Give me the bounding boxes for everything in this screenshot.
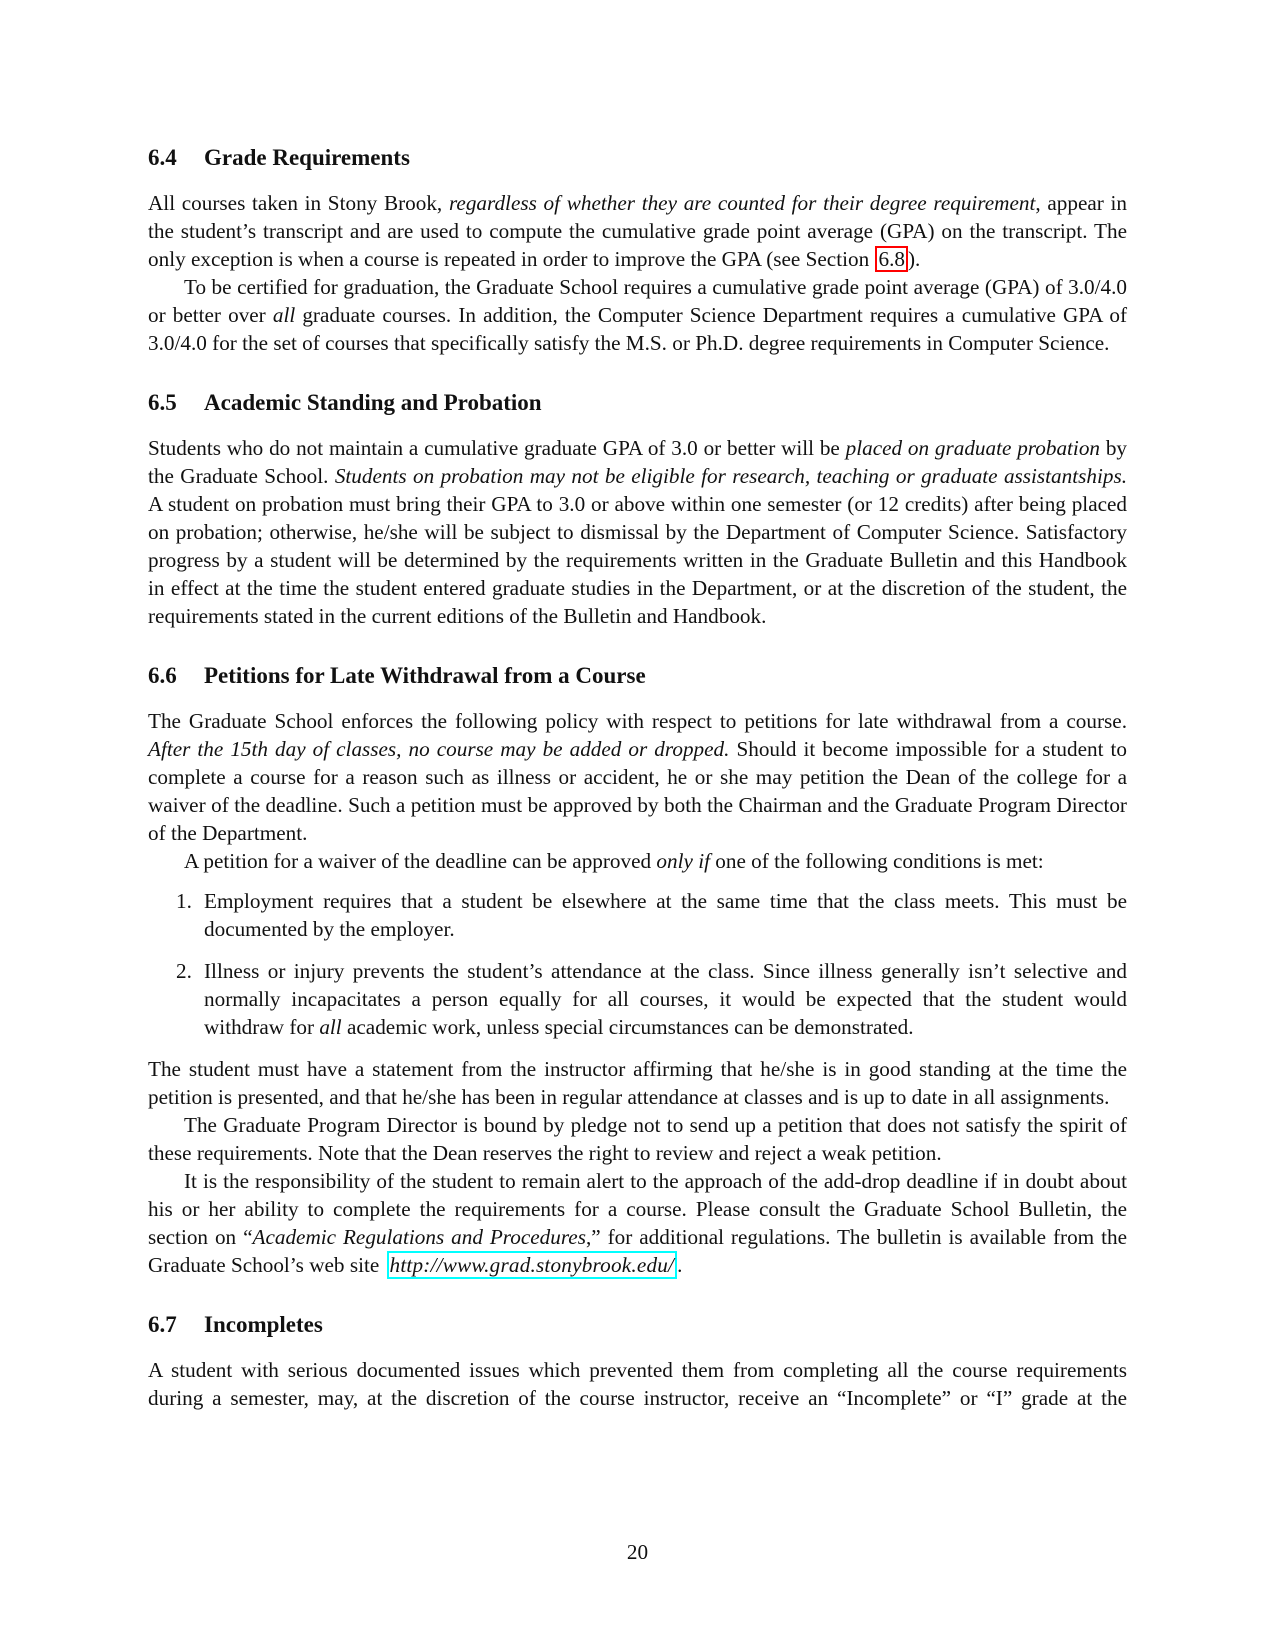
emphasis-text: all: [272, 303, 296, 327]
text-run: academic work, unless special circumstances can be demonstrated.: [341, 1015, 914, 1039]
section-6-4: [148, 140, 1127, 357]
text-run: It is the responsibility of the student to remain alert to the approach of the add-drop deadline if in doubt about his or her ability to complete the requirements for a course. Please consult the Graduate School Bulletin, the section on “: [148, 1169, 1127, 1249]
text-run: Employment requires that a student be elsewhere at the same time that the class meets. This must be documented by the employer.: [204, 889, 1127, 941]
emphasis-text: only if: [656, 849, 710, 873]
section-title: Academic Standing and Probation: [204, 390, 542, 415]
section-number: 6.7: [148, 1312, 177, 1337]
text-run: graduate courses. In addition, the Computer Science Department requires a cumulative GPA of 3.0/4.0 for the set of courses that specifically satisfy the M.S. or Ph.D. degree requirements in Computer Science.: [148, 303, 1127, 355]
text-run: The Graduate School enforces the following policy with respect to petitions for late withdrawal from a course.: [148, 709, 1127, 733]
section-number: 6.6: [148, 663, 177, 688]
text-run: Should it become impossible for a student to complete a course for a reason such as illness or accident, he or she may petition the Dean of the college for a waiver of the deadline. Such a petition must be approved by both the Chairman and the Graduate Program Director of the Department.: [148, 737, 1127, 845]
section-title: Grade Requirements: [204, 145, 410, 170]
emphasis-text: Academic Regulations and Procedures: [252, 1225, 586, 1249]
paragraph: [148, 707, 1127, 847]
section-title: Petitions for Late Withdrawal from a Course: [204, 663, 646, 688]
graduate-school-url-link[interactable]: http://www.grad.stonybrook.edu/: [387, 1251, 678, 1279]
text-run: Students who do not maintain a cumulative graduate GPA of 3.0 or better will be: [148, 436, 846, 460]
emphasis-text: After the 15th day of classes, no course may be added or dropped.: [148, 737, 730, 761]
paragraph: [148, 1055, 1127, 1111]
text-run: ).: [907, 247, 921, 271]
text-run: To be certified for graduation, the Graduate School requires a cumulative grade point average (GPA) of 3.0/4.0 or better over: [148, 275, 1127, 327]
section-6-7: [148, 1307, 1127, 1412]
section-heading: [148, 658, 1127, 690]
document-page: [148, 140, 1127, 1440]
text-run: The Graduate Program Director is bound by pledge not to send up a petition that does not satisfy the spirit of these requirements. Note that the Dean reserves the right to review and reject a weak petition.: [148, 1113, 1127, 1165]
list-marker: 1.: [176, 889, 192, 913]
paragraph: [148, 273, 1127, 357]
text-run: by the Graduate School.: [148, 436, 1128, 488]
emphasis-text: regardless of whether they are counted for their degree requirement: [448, 191, 1036, 215]
list-item: [148, 957, 1127, 1041]
section-heading: [148, 1307, 1127, 1339]
section-number: 6.5: [148, 390, 177, 415]
emphasis-text: placed on graduate probation: [845, 436, 1101, 460]
paragraph: [148, 434, 1127, 630]
list-item: [148, 887, 1127, 943]
text-run: A student on probation must bring their GPA to 3.0 or above within one semester (or 12 credits) after being placed on probation; otherwise, he/she will be subject to dismissal by the Department of Computer Science. Satisfactory progress by a student will be determined by the requirements written in the Graduate Bulletin and this Handbook in effect at the time the student entered graduate studies in the Department, or at the discretion of the student, the requirements stated in the current editions of the Bulletin and Handbook.: [148, 492, 1127, 628]
text-run: A petition for a waiver of the deadline can be approved: [184, 849, 657, 873]
text-run: , appear in the student’s transcript and are used to compute the cumulative grade point average (GPA) on the transcript. The only exception is when a course is repeated in order to improve the GPA (see Section: [148, 191, 1128, 271]
text-run: one of the following conditions is met:: [709, 849, 1044, 873]
text-run: A student with serious documented issues which prevented them from completing all the course requirements during a semester, may, at the discretion of the course instructor, receive an “Incomplete” or “I” grade at the: [148, 1358, 1127, 1410]
emphasis-text: Students on probation may not be eligible for research, teaching or graduate assistantships.: [334, 464, 1127, 488]
text-run: ,” for additional regulations. The bulletin is available from the Graduate School’s web site: [148, 1225, 1127, 1277]
page-number: 20: [626, 1540, 649, 1564]
conditions-list: [148, 887, 1127, 1041]
list-marker: 2.: [176, 959, 192, 983]
paragraph: [148, 1356, 1127, 1412]
section-reference-link[interactable]: 6.8: [875, 246, 907, 272]
paragraph: [148, 1111, 1127, 1167]
text-run: All courses taken in Stony Brook,: [148, 191, 449, 215]
section-number: 6.4: [148, 145, 177, 170]
paragraph: [148, 1167, 1127, 1279]
section-title: Incompletes: [204, 1312, 323, 1337]
paragraph: [148, 189, 1127, 273]
emphasis-text: all: [319, 1015, 342, 1039]
section-heading: [148, 385, 1127, 417]
section-6-6: [148, 658, 1127, 1279]
text-run: The student must have a statement from the instructor affirming that he/she is in good standing at the time the petition is presented, and that he/she has been in regular attendance at classes and is up to date in all assignments.: [148, 1057, 1127, 1109]
section-6-5: [148, 385, 1127, 630]
text-run: Illness or injury prevents the student’s attendance at the class. Since illness generally isn’t selective and normally incapacitates a person equally for all courses, it would be expected that the student would withdraw for: [204, 959, 1127, 1039]
paragraph: [148, 847, 1127, 875]
section-heading: [148, 140, 1127, 172]
text-run: .: [677, 1253, 683, 1277]
